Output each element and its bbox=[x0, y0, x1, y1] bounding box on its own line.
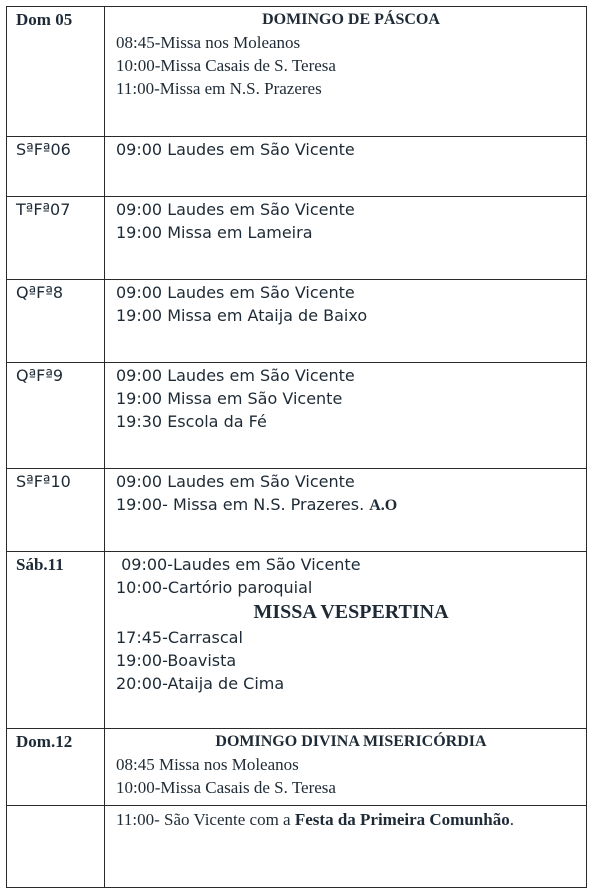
day-cell bbox=[7, 197, 105, 280]
event-paragraph bbox=[116, 808, 586, 831]
events-cell bbox=[105, 729, 587, 806]
event-line: 19:30 Escola da Fé bbox=[116, 412, 267, 431]
table-row bbox=[7, 197, 587, 280]
events-cell bbox=[105, 469, 587, 552]
day-cell bbox=[7, 552, 105, 729]
event-line: 09:00 Laudes em São Vicente bbox=[116, 140, 355, 159]
event-line: 10:00-Cartório paroquial bbox=[116, 578, 313, 597]
event-note-bold: A.O bbox=[369, 497, 398, 514]
day-cell bbox=[7, 137, 105, 197]
table-row bbox=[7, 469, 587, 552]
table-row bbox=[7, 280, 587, 363]
event-line: 09:00 Laudes em São Vicente bbox=[116, 200, 355, 219]
event-line: 09:00 Laudes em São Vicente bbox=[116, 472, 355, 491]
event-line: 19:00 Missa em São Vicente bbox=[116, 389, 343, 408]
events-cell bbox=[105, 363, 587, 469]
day-header: DOMINGO DE PÁSCOA bbox=[262, 11, 440, 28]
table-row bbox=[7, 363, 587, 469]
event-line bbox=[116, 493, 586, 517]
table-row bbox=[7, 729, 587, 806]
day-cell bbox=[7, 729, 105, 806]
events-cell bbox=[105, 806, 587, 888]
day-cell bbox=[7, 280, 105, 363]
event-line: 20:00-Ataija de Cima bbox=[116, 674, 285, 693]
table-row bbox=[7, 552, 587, 729]
day-label: Dom.12 bbox=[16, 732, 73, 751]
day-label: QªFª8 bbox=[16, 283, 64, 302]
event-line: 10:00-Missa Casais de S. Teresa bbox=[116, 778, 336, 797]
day-label: Dom 05 bbox=[16, 10, 73, 29]
day-label: TªFª07 bbox=[16, 200, 71, 219]
event-text-end: . bbox=[509, 810, 514, 829]
event-line: 09:00-Laudes em São Vicente bbox=[116, 555, 361, 574]
day-cell bbox=[7, 363, 105, 469]
event-line: 10:00-Missa Casais de S. Teresa bbox=[116, 56, 336, 75]
day-header: DOMINGO DIVINA MISERICÓRDIA bbox=[215, 733, 487, 750]
day-cell bbox=[7, 7, 105, 137]
schedule-table bbox=[6, 6, 587, 888]
events-cell bbox=[105, 137, 587, 197]
events-cell bbox=[105, 552, 587, 729]
event-line: 19:00 Missa em Ataija de Baixo bbox=[116, 306, 368, 325]
day-label: SªFª06 bbox=[16, 140, 71, 159]
event-line: 17:45-Carrascal bbox=[116, 628, 243, 647]
day-cell bbox=[7, 806, 105, 888]
event-line: 11:00-Missa em N.S. Prazeres bbox=[116, 79, 322, 98]
event-line: 08:45 Missa nos Moleanos bbox=[116, 755, 299, 774]
day-cell bbox=[7, 469, 105, 552]
table-row bbox=[7, 137, 587, 197]
section-subheader: MISSA VESPERTINA bbox=[253, 601, 449, 623]
day-label: SªFª10 bbox=[16, 472, 71, 491]
events-cell bbox=[105, 197, 587, 280]
event-line: 08:45-Missa nos Moleanos bbox=[116, 33, 301, 52]
table-row bbox=[7, 806, 587, 888]
event-highlight: Festa da Primeira Comunhão bbox=[294, 810, 510, 829]
table-row bbox=[7, 7, 587, 137]
event-text: 11:00- São Vicente com a bbox=[116, 810, 295, 829]
day-label: Sáb.11 bbox=[16, 555, 64, 574]
day-label: QªFª9 bbox=[16, 366, 64, 385]
day-label bbox=[7, 806, 104, 808]
event-text: 19:00- Missa em N.S. Prazeres. bbox=[116, 495, 370, 514]
events-cell bbox=[105, 280, 587, 363]
event-line: 19:00 Missa em Lameira bbox=[116, 223, 313, 242]
events-cell bbox=[105, 7, 587, 137]
event-line: 09:00 Laudes em São Vicente bbox=[116, 283, 355, 302]
event-line: 09:00 Laudes em São Vicente bbox=[116, 366, 355, 385]
event-line: 19:00-Boavista bbox=[116, 651, 237, 670]
